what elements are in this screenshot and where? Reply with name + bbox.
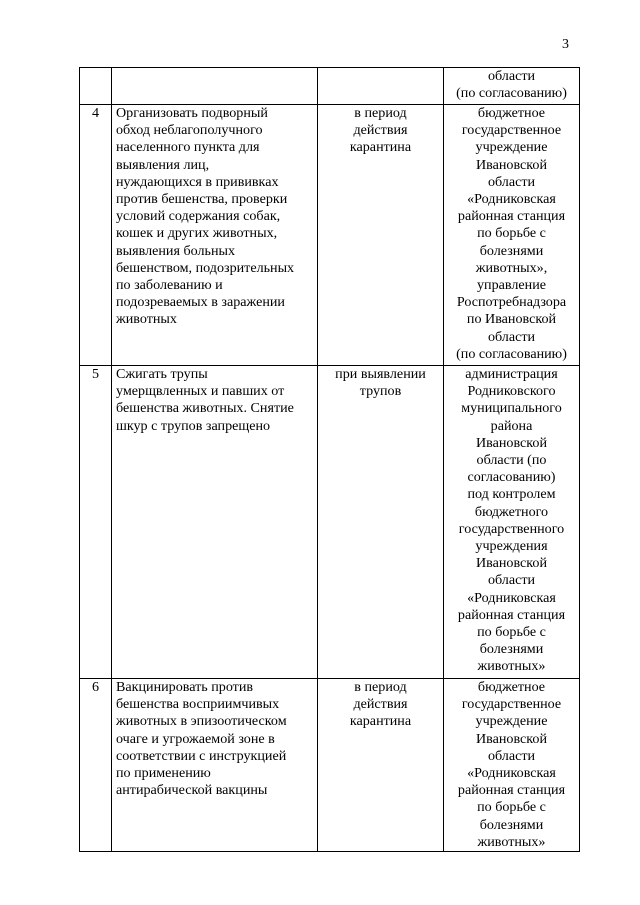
cell-text-line: очаге и угрожаемой зоне в [116,730,275,747]
cell-text-line: действия [353,696,408,713]
cell-text-line: животных» [477,833,546,850]
cell-text-line: болезнями [479,816,544,833]
cell-text-line: в период [354,105,407,121]
cell-text-line: области [487,328,536,345]
cell-text-line: карантина [349,713,412,730]
cell-text-line: выявления больных [116,242,236,259]
cell-text-line: бешенством, подозрительных [116,259,295,276]
cell-text-line: нуждающихся в прививках [116,173,279,190]
cell-text-line: условий содержания собак, [116,208,281,225]
cell-text-line: шкур с трупов запрещено [116,417,271,434]
cell-text-line: обход неблагополучного [116,122,263,139]
cell-text-line: администрация [465,366,558,382]
cell-text-line: антирабической вакцины [116,782,268,799]
page-number: 3 [562,37,569,52]
cell-text-line: государственного [458,520,565,537]
cell-text-line: по борьбе с [477,624,546,641]
measure-cell [112,68,318,105]
term-cell [318,105,444,366]
term-cell [318,679,444,852]
cell-text-line: Ивановской [475,434,548,451]
cell-text-line: района [490,417,533,434]
cell-text-line: против бешенства, проверки [116,191,288,208]
cell-text-line: государственное [461,122,562,139]
cell-text-line: учреждение [475,139,548,156]
cell-text-line: учреждение [475,713,548,730]
table-row [80,366,580,679]
cell-text-line: государственное [461,696,562,713]
cell-text-line: карантина [349,139,412,156]
cell-text-line: Ивановской [475,555,548,572]
row-number-cell [80,68,112,105]
measure-cell [112,105,318,366]
cell-text-line: трупов [359,383,402,400]
row-number-cell: 5 [80,366,112,679]
table-row [80,105,580,366]
cell-text-line: учреждения [475,538,548,555]
cell-text-line: области [487,572,536,589]
measure-cell [112,366,318,679]
cell-text-line: (по согласованию) [456,85,567,102]
cell-text-line: населенного пункта для [116,139,260,156]
cell-text-line: бешенства восприимчивых [116,696,280,713]
cell-text-line: Роспотребнадзора [456,294,567,311]
cell-text-line: болезнями [479,641,544,658]
cell-text-line: умерщвленных и павших от [116,383,285,400]
cell-text-line: по борьбе с [477,799,546,816]
term-cell [318,366,444,679]
responsible-cell [444,679,580,852]
cell-text-line: районная станция [457,208,566,225]
cell-text-line: при выявлении [335,366,426,382]
cell-text-line: Ивановской [475,730,548,747]
cell-text-line: области [487,747,536,764]
row-number-cell: 6 [80,679,112,852]
cell-text-line: по применению [116,765,211,782]
cell-text-line: Сжигать трупы [116,366,208,382]
cell-text-line: области [487,68,536,84]
cell-text-line: районная станция [457,606,566,623]
cell-text-line: по Ивановской [466,311,557,328]
responsible-cell [444,105,580,366]
term-cell [318,68,444,105]
cell-text-line: Организовать подворный [116,105,268,121]
cell-text-line: (по согласованию) [456,345,567,362]
cell-text-line: бешенства животных. Снятие [116,400,294,417]
cell-text-line: болезнями [479,242,544,259]
cell-text-line: подозреваемых в заражении [116,294,285,311]
table-row [80,679,580,852]
measures-table [79,67,580,852]
cell-text-line: области [487,173,536,190]
cell-text-line: «Родниковская [467,589,556,606]
cell-text-line: Ивановской [475,156,548,173]
table-row [80,68,580,105]
cell-text-line: согласованию) [467,469,556,486]
cell-text-line: животных», [475,259,548,276]
cell-text-line: животных [116,311,177,328]
cell-text-line: Родниковского [467,383,556,400]
cell-text-line: выявления лиц, [116,156,210,173]
cell-text-line: Вакцинировать против [116,679,254,695]
responsible-cell [444,366,580,679]
cell-text-line: действия [353,122,408,139]
cell-text-line: «Родниковская [467,765,556,782]
cell-text-line: управление [477,277,546,294]
cell-text-line: по заболеванию и [116,277,223,294]
cell-text-line: соответствии с инструкцией [116,747,287,764]
responsible-cell [444,68,580,105]
cell-text-line: животных» [477,658,546,675]
cell-text-line: бюджетное [477,679,546,695]
cell-text-line: районная станция [457,782,566,799]
measure-cell [112,679,318,852]
cell-text-line: области (по [476,452,547,469]
row-number-cell: 4 [80,105,112,366]
cell-text-line: бюджетное [477,105,546,121]
cell-text-line: «Родниковская [467,191,556,208]
cell-text-line: кошек и других животных, [116,225,278,242]
cell-text-line: под контролем [467,486,556,503]
cell-text-line: муниципального [461,400,562,417]
cell-text-line: по борьбе с [477,225,546,242]
cell-text-line: в период [354,679,407,695]
cell-text-line: животных в эпизоотическом [116,713,287,730]
cell-text-line: бюджетного [474,503,549,520]
